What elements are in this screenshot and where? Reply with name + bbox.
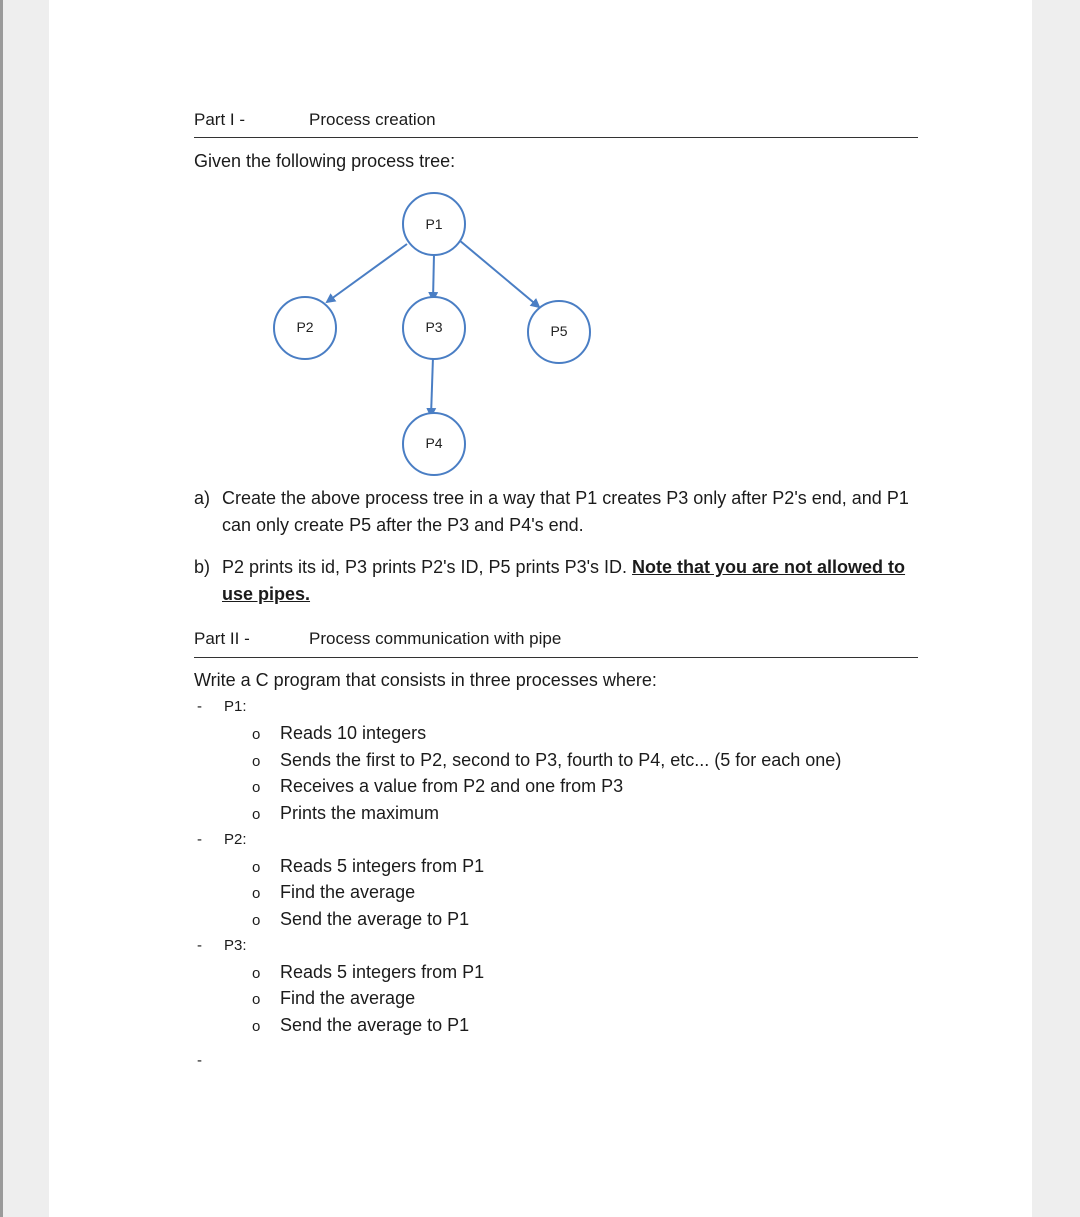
node-label-p5: P5 [550, 323, 568, 339]
part1-label: Part I - [194, 110, 246, 129]
dash-trailing: - [197, 1052, 202, 1069]
bullet: o [252, 726, 261, 743]
p3-item: Send the average to P1 [280, 1015, 470, 1035]
p2-item: Send the average to P1 [280, 909, 470, 929]
part1-title: Process creation [309, 110, 436, 129]
window-edge [0, 0, 3, 1217]
p1-item: Receives a value from P2 and one from P3 [280, 776, 624, 796]
edge-p1-p3 [433, 254, 434, 300]
process-tree-diagram [49, 0, 1032, 480]
p2-item: Reads 5 integers from P1 [280, 856, 485, 876]
node-label-p2: P2 [296, 319, 314, 335]
edge-p3-p4 [431, 357, 433, 416]
question-b-note-cont: use pipes. [222, 584, 311, 604]
bullet: o [252, 806, 261, 823]
part1-intro: Given the following process tree: [194, 151, 456, 171]
dash-p1: - [197, 698, 202, 715]
question-b-line1 [222, 557, 905, 578]
node-label-p1: P1 [425, 216, 443, 232]
question-b-note: Note that you are not allowed to [632, 557, 906, 577]
question-b-marker: b) [194, 557, 211, 577]
part2-rule [194, 657, 918, 658]
p2-item: Find the average [280, 882, 416, 902]
question-a-marker: a) [194, 488, 211, 508]
bullet: o [252, 779, 261, 796]
dash-p3: - [197, 937, 202, 954]
p1-item: Prints the maximum [280, 803, 440, 823]
bullet: o [252, 753, 261, 770]
p3-item: Reads 5 integers from P1 [280, 962, 485, 982]
question-a-line2: can only create P5 after the P3 and P4's end. [222, 515, 584, 535]
document-page [49, 0, 1032, 1217]
p3-label: P3: [224, 937, 247, 954]
p1-item: Sends the first to P2, second to P3, fourth to P4, etc... (5 for each one) [280, 750, 842, 770]
question-a-line1: Create the above process tree in a way that P1 creates P3 only after P2's end, and P1 [222, 488, 909, 508]
edge-p1-p5 [459, 240, 539, 307]
part2-label: Part II - [194, 629, 250, 648]
p3-item: Find the average [280, 988, 416, 1008]
node-label-p3: P3 [425, 319, 443, 335]
bullet: o [252, 885, 261, 902]
bullet: o [252, 912, 261, 929]
question-b-text: P2 prints its id, P3 prints P2's ID, P5 prints P3's ID. [222, 557, 633, 577]
node-label-p4: P4 [425, 435, 443, 451]
p2-label: P2: [224, 831, 247, 848]
bullet: o [252, 1018, 261, 1035]
p1-item: Reads 10 integers [280, 723, 427, 743]
p1-label: P1: [224, 698, 247, 715]
dash-p2: - [197, 831, 202, 848]
part2-title: Process communication with pipe [309, 629, 562, 648]
bullet: o [252, 859, 261, 876]
part2-intro: Write a C program that consists in three processes where: [194, 670, 657, 690]
bullet: o [252, 991, 261, 1008]
bullet: o [252, 965, 261, 982]
edge-p1-p2 [327, 244, 407, 302]
